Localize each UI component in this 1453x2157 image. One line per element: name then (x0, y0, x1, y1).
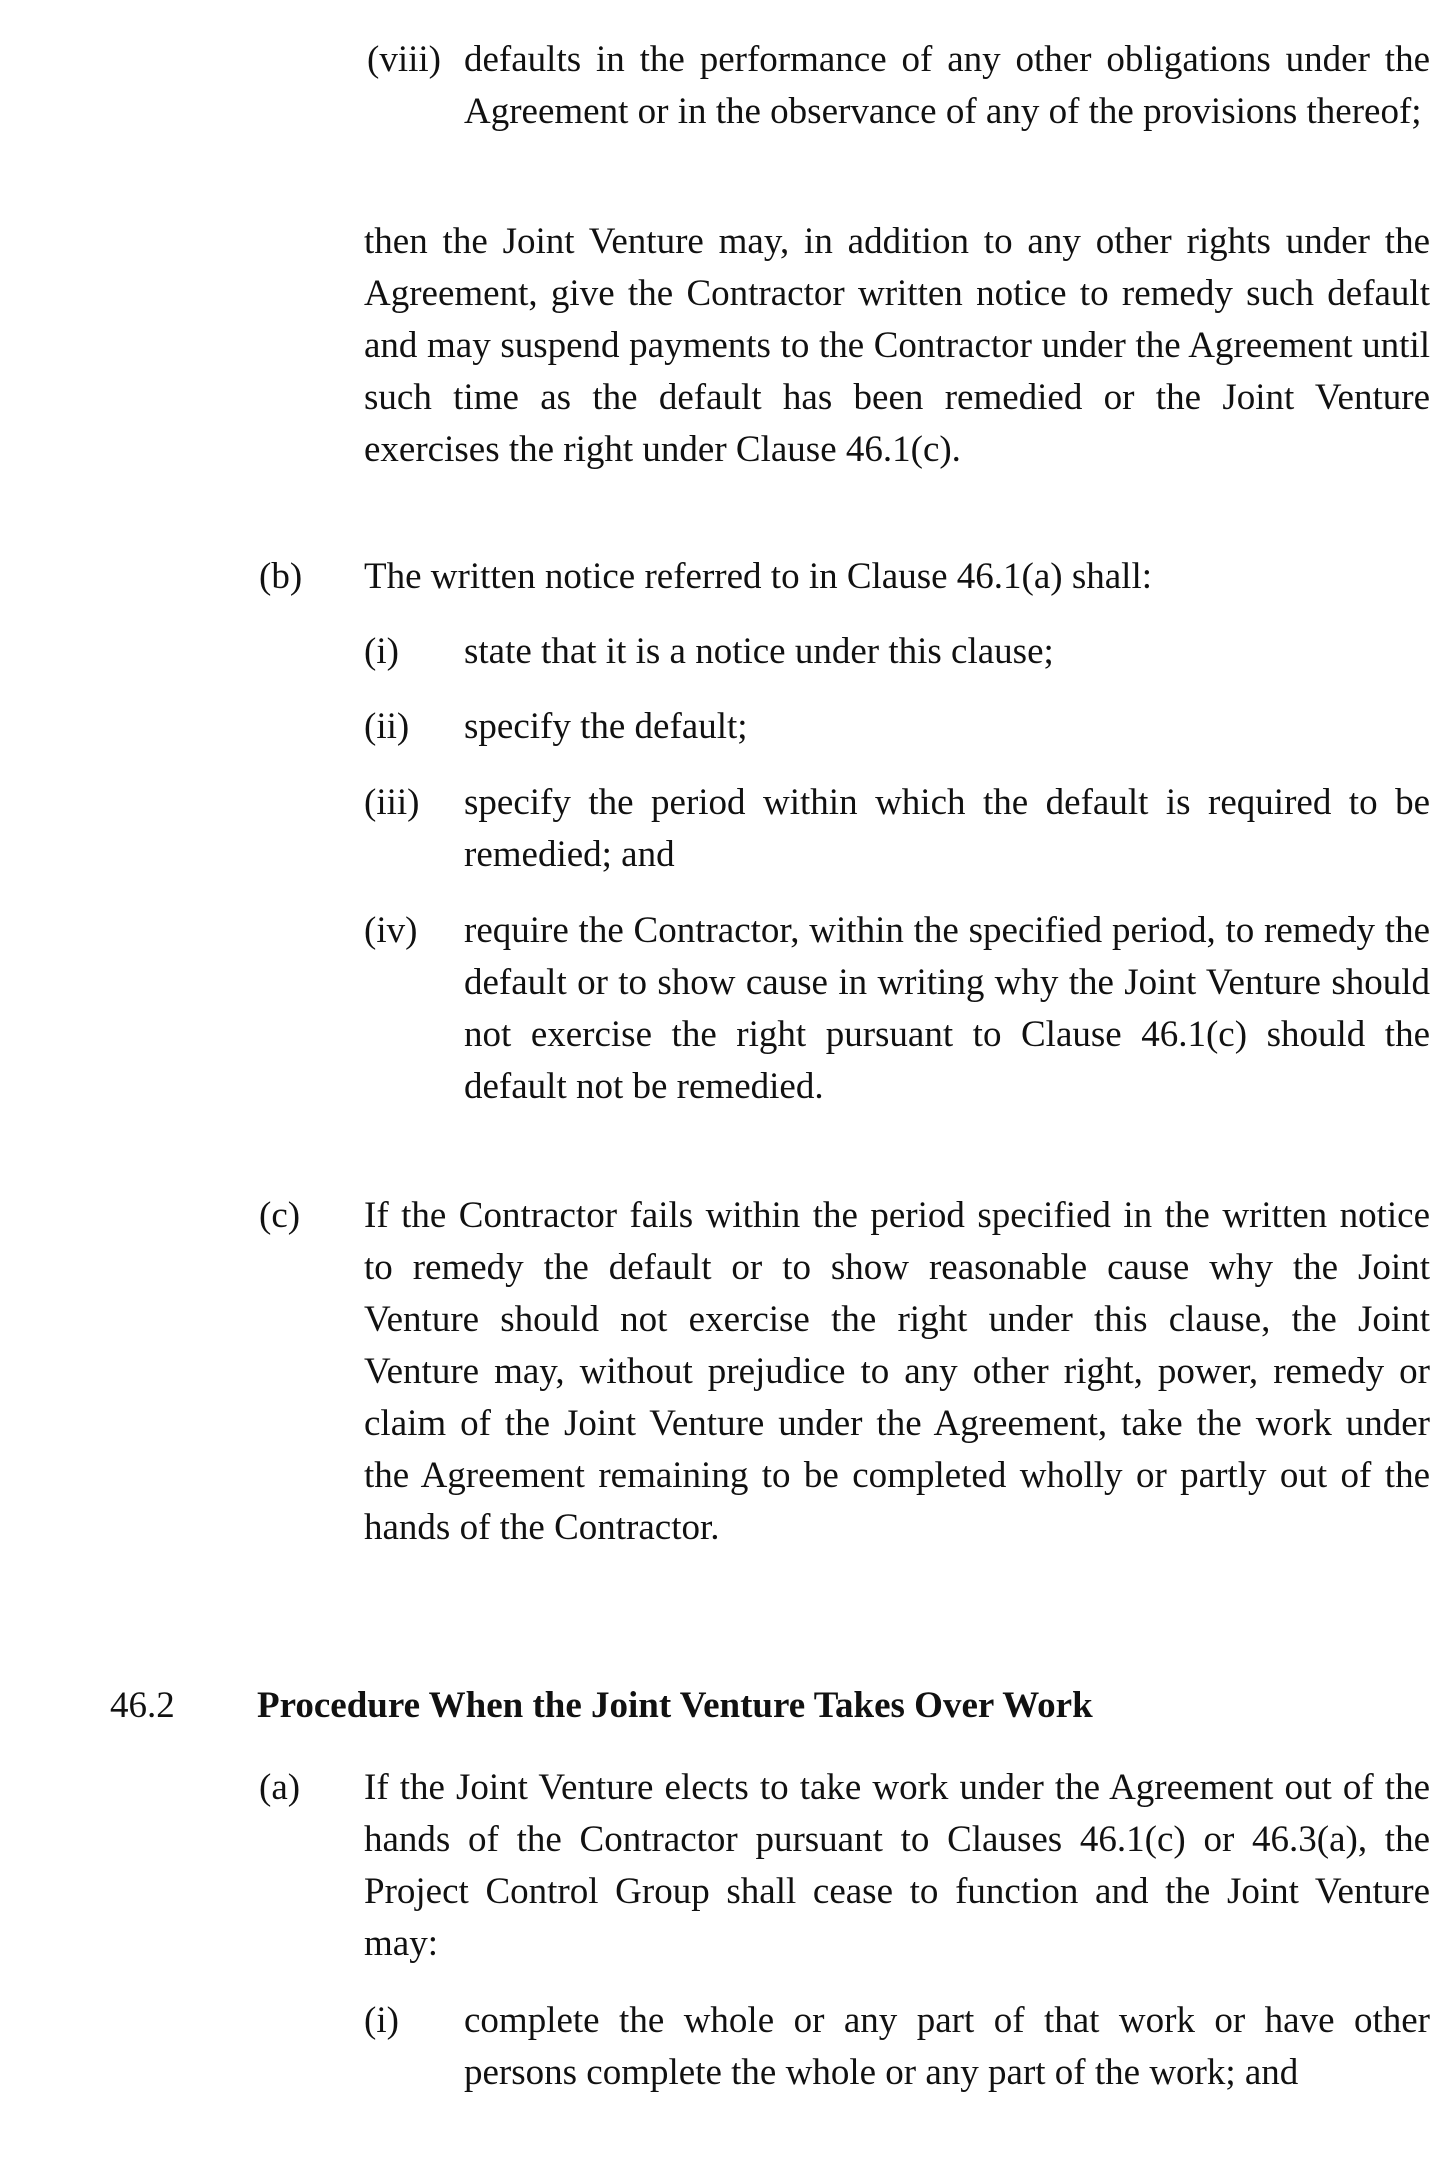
para-b-item-iii-marker: (iii) (364, 782, 420, 823)
para-b-item-ii-text: specify the default; (464, 706, 748, 747)
then-paragraph: then the Joint Venture may, in addition to any other rights under the Agreement, give the Contractor written notice to remedy such default and may suspend payments to the Contractor under the Agreement until such time as the default has been remedied or the Joint Venture exercises the right under Clause 46.1(c). (364, 221, 1430, 470)
section-number: 46.2 (110, 1685, 175, 1726)
para-c-text: If the Contractor fails within the period specified in the written notice to remedy the default or to show reasonable cause why the Joint Venture should not exercise the right under this clause, the Joint Venture may, without prejudice to any other right, power, remedy or claim of the Joint Venture under the Agreement, take the work under the Agreement remaining to be completed wholly or partly out of the hands of the Contractor. (364, 1195, 1430, 1548)
para-b-item-iv-text: require the Contractor, within the specified period, to remedy the default or to show cause in writing why the Joint Venture should not exercise the right pursuant to Clause 46.1(c) should the default not be remedied. (464, 910, 1430, 1107)
section-heading: Procedure When the Joint Venture Takes Over Work (257, 1685, 1093, 1726)
para-b-item-i-text: state that it is a notice under this clause; (464, 631, 1054, 672)
para-b-item-ii-marker: (ii) (364, 706, 410, 747)
section-para-a-marker: (a) (259, 1767, 301, 1808)
para-b-text: The written notice referred to in Clause 46.1(a) shall: (364, 556, 1153, 597)
para-b-marker: (b) (259, 556, 303, 597)
section-para-a-item-i-text: complete the whole or any part of that work or have other persons complete the whole or any part of the work; and (464, 2000, 1430, 2093)
para-c-marker: (c) (259, 1195, 301, 1236)
section-para-a-item-i-marker: (i) (364, 2000, 399, 2041)
para-b-item-iv-marker: (iv) (364, 910, 418, 951)
para-b-item-iii-text: specify the period within which the default is required to be remedied; and (464, 782, 1430, 875)
para-b-item-i-marker: (i) (364, 631, 399, 672)
section-para-a-text: If the Joint Venture elects to take work under the Agreement out of the hands of the Contractor pursuant to Clauses 46.1(c) or 46.3(a), the Project Control Group shall cease to function and the Joint Venture may: (364, 1767, 1430, 1964)
item-marker-viii: (viii) (367, 39, 441, 80)
item-text-viii: defaults in the performance of any other obligations under the Agreement or in the observance of any of the provisions thereof; (464, 39, 1430, 132)
